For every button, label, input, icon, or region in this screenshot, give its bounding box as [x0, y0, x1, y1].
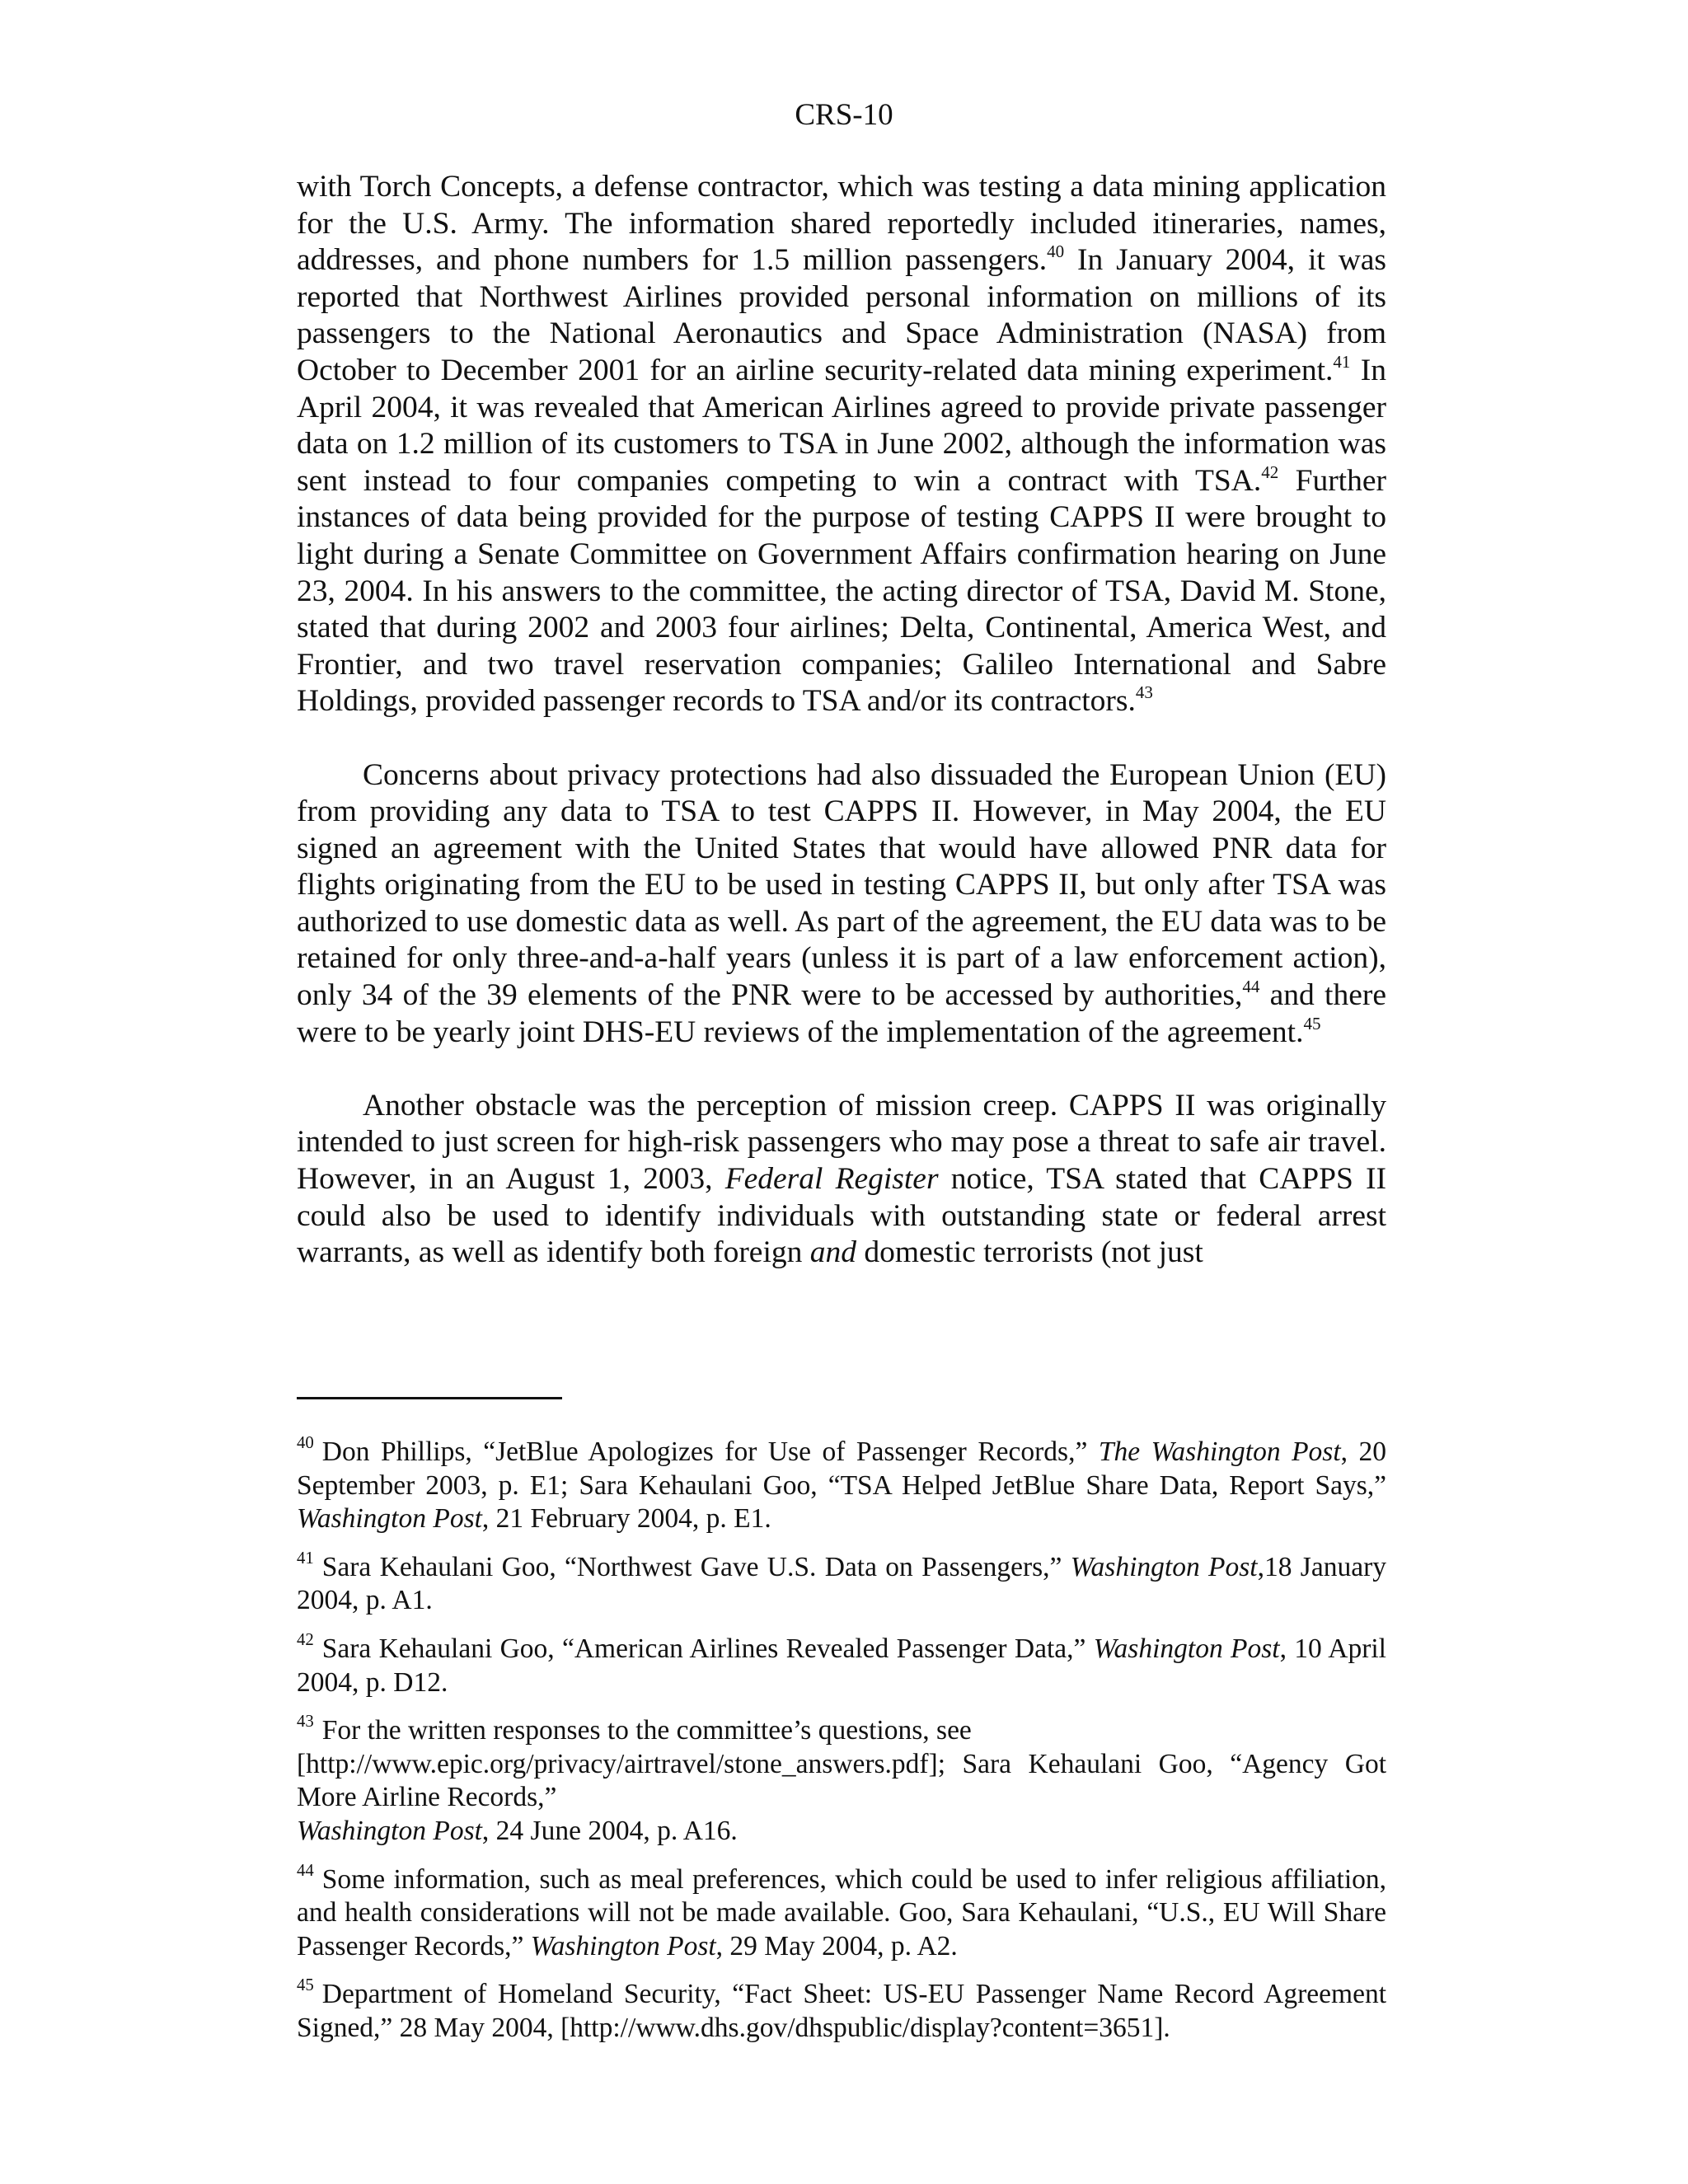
footnote-reference: 41 — [297, 1548, 314, 1568]
footnote-reference: 42 — [1261, 462, 1279, 482]
footnote-reference: 40 — [1047, 241, 1065, 262]
text-run: , 24 June 2004, p. A16. — [481, 1815, 738, 1846]
footnote-reference: 43 — [297, 1712, 314, 1732]
italic-text: Washington Post — [530, 1930, 716, 1961]
text-run: notice, TSA stated that CAPPS II could also be used to identify individuals with outstanding state or federal arrest warrants, as well as identify both foreign — [297, 1162, 1387, 1270]
footnote-reference: 43 — [1135, 682, 1153, 703]
footnote-separator — [297, 1397, 562, 1399]
text-run: with Torch Concepts, a defense contractor, which was testing a data mining application for the U.S. Army. The information shared reportedly included itineraries, names, addresses, and phone numbers for 1.5 million passengers. — [297, 170, 1386, 278]
italic-text: The Washington Post — [1098, 1436, 1341, 1467]
text-run: Sara Kehaulani Goo, “American Airlines Revealed Passenger Data,” — [321, 1633, 1094, 1664]
text-run: Sara Kehaulani Goo, “Northwest Gave U.S. Data on Passengers,” — [321, 1551, 1071, 1582]
footnote — [297, 1548, 1386, 1618]
footnote-reference: 45 — [297, 1975, 314, 1995]
body-paragraph — [297, 169, 1386, 720]
text-run: Department of Homeland Security, “Fact Sheet: US-EU Passenger Name Record Agreement Signed,” 28 May 2004, [http://www.dhs.gov/dhspublic/display?content=3651]. — [297, 1979, 1386, 2043]
text-run: , 10 April 2004, p. D12. — [297, 1633, 1386, 1698]
body-paragraph — [297, 1088, 1386, 1272]
italic-text: Washington Post — [1093, 1633, 1280, 1664]
footnote — [297, 1860, 1386, 1964]
italic-text: Federal Register — [724, 1162, 939, 1197]
text-run: , 21 February 2004, p. E1. — [481, 1503, 771, 1535]
page-header: CRS-10 — [795, 98, 893, 132]
text-run: For the written responses to the committee’s questions, see — [321, 1715, 972, 1746]
text-run: Some information, such as meal preferences, which could be used to infer religious affiliation, and health considerations will not be made available. Goo, Sara Kehaulani, “U.S., EU Will Share Passenger Records,” — [297, 1863, 1386, 1961]
main-body-text — [297, 169, 1386, 1308]
footnote-reference: 40 — [297, 1433, 314, 1453]
text-run: Further instances of data being provided for the purpose of testing CAPPS II were brought to light during a Senate Committee on Government Affairs confirmation hearing on June 23, 2004. In his answers to the committee, the acting director of TSA, David M. Stone, stated that during 2002 and 2003 four airlines; Delta, Continental, America West, and Frontier, and two travel reservation companies; Galileo International and Sabre Holdings, provided passenger records to TSA and/or its contractors. — [297, 463, 1386, 719]
body-paragraph — [297, 757, 1386, 1052]
text-run: Concerns about privacy protections had also dissuaded the European Union (EU) from providing any data to TSA to test CAPPS II. However, in May 2004, the EU signed an agreement with the United States that would have allowed PNR data for flights originating from the EU to be used in testing CAPPS II, but only after TSA was authorized to use domestic data as well. As part of the agreement, the EU data was to be retained for only three-and-a-half years (unless it is part of a law enforcement action), only 34 of the 39 elements of the PNR were to be accessed by authorities, — [297, 757, 1386, 1013]
footnote-reference: 41 — [1333, 351, 1351, 372]
footnote-reference: 44 — [297, 1860, 314, 1880]
text-run: domestic terrorists (not just — [856, 1235, 1203, 1270]
footnote — [297, 1630, 1386, 1699]
italic-text: and — [809, 1235, 856, 1270]
footnote-text: [http://www.epic.org/privacy/airtravel/stone_answers.pdf]; Sara Kehaulani Goo, “Agency Got More Airline Records,” — [297, 1748, 1386, 1813]
footnote-reference: 44 — [1242, 976, 1260, 996]
text-run: Don Phillips, “JetBlue Apologizes for Use of Passenger Records,” — [321, 1436, 1099, 1467]
footnotes-section — [297, 1433, 1387, 2060]
text-run: In April 2004, it was revealed that American Airlines agreed to provide private passenger data on 1.2 million of its customers to TSA in June 2002, although the information was sent instead to four companies competing to win a contract with TSA. — [297, 353, 1386, 498]
text-run: In January 2004, it was reported that Northwest Airlines provided personal information on millions of its passengers to the National Aeronautics and Space Administration (NASA) from October to December 2001 for an airline security-related data mining experiment. — [297, 243, 1387, 387]
italic-text: Washington Post — [297, 1815, 482, 1846]
text-run: and there were to be yearly joint DHS-EU reviews of the implementation of the agreement. — [297, 978, 1386, 1049]
footnote-reference: 45 — [1303, 1013, 1321, 1033]
text-run: , 20 September 2003, p. E1; Sara Kehaulani Goo, “TSA Helped JetBlue Share Data, Report Says,” — [297, 1436, 1387, 1501]
footnote — [297, 1714, 1386, 1848]
text-run: Another obstacle was the perception of mission creep. CAPPS II was originally intended to just screen for high-risk passengers who may pose a threat to safe air travel. However, in an August 1, 2003, — [297, 1088, 1386, 1197]
italic-text: Washington Post — [297, 1503, 482, 1535]
footnote-reference: 42 — [297, 1630, 314, 1650]
italic-text: Washington Post — [1070, 1551, 1258, 1582]
footnote — [297, 1975, 1386, 2045]
footnote — [297, 1433, 1387, 1536]
text-run: ,18 January 2004, p. A1. — [297, 1551, 1386, 1616]
text-run: , 29 May 2004, p. A2. — [715, 1930, 958, 1961]
